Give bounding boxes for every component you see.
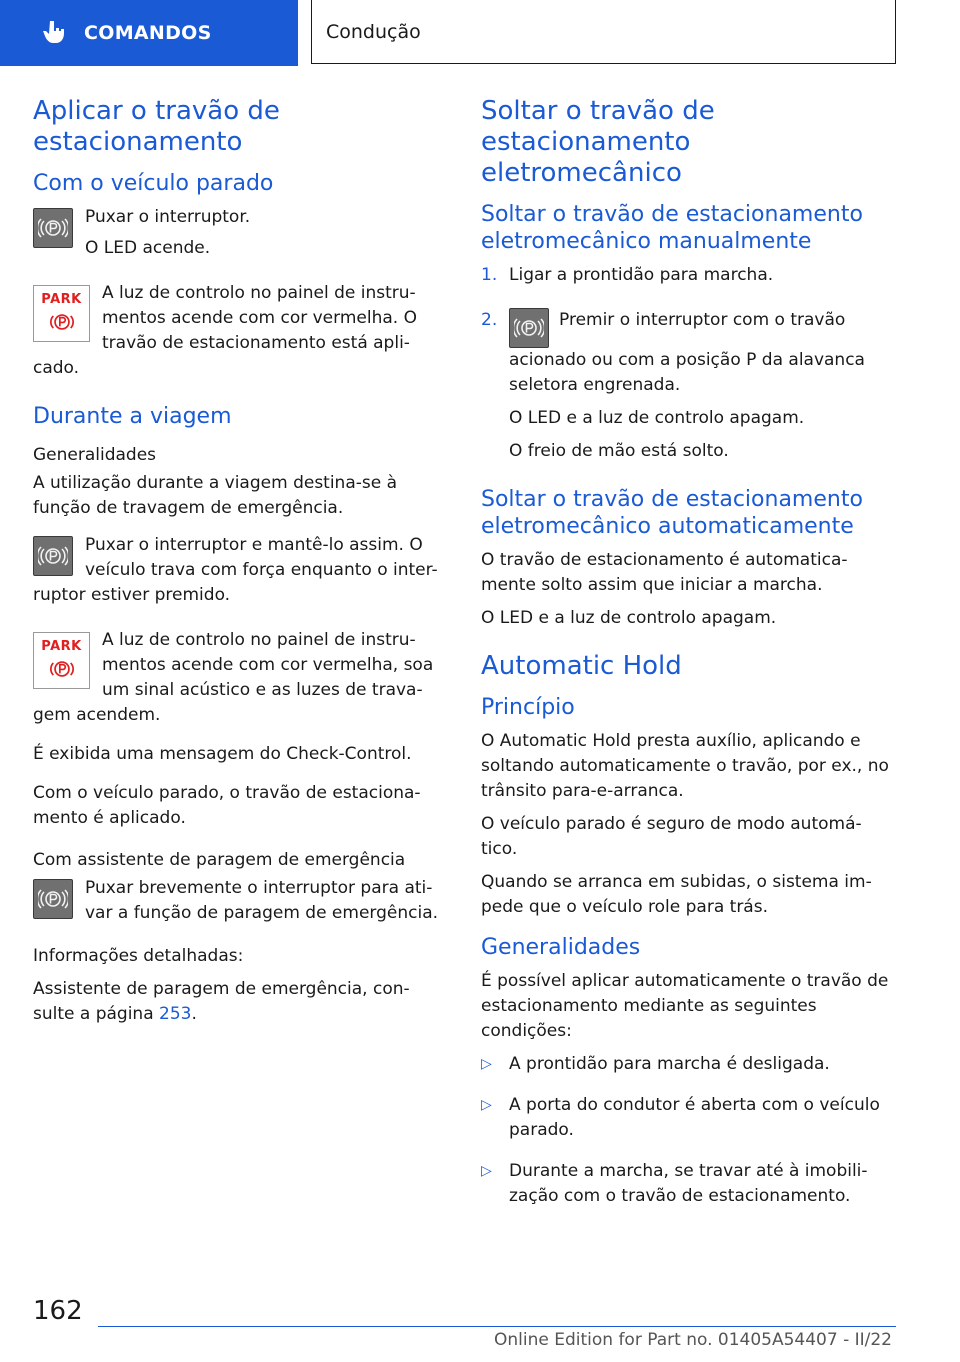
reference-text: Assistente de paragem de emergência, con-sulte a página: [33, 979, 410, 1024]
instruction-text: Puxar brevemente o interruptor para ati-var a função de paragem de emergência.: [85, 878, 439, 923]
step-text: Ligar a prontidão para marcha.: [509, 265, 774, 285]
list-item-text: A porta do condutor é aberta com o veículo parado.: [509, 1095, 880, 1140]
subheading-general: Generalidades: [33, 445, 157, 465]
heading-apply-parking-brake: Aplicar o travão de estacionamento: [33, 96, 280, 157]
heading-release-parking-brake: Soltar o travão de estacionamento eletromecânico: [481, 96, 715, 188]
parking-brake-switch-icon: [33, 208, 73, 248]
indicator-note: [33, 281, 445, 387]
park-warning-light-icon: [33, 285, 90, 342]
indicator-note: [33, 628, 445, 734]
footer-edition: Online Edition for Part no. 01405A54407 - II/22: [493, 1330, 892, 1350]
right-column: [481, 96, 896, 1225]
list-item-text: Durante a marcha, se travar até à imobili-zação com o travão de estacionamento.: [509, 1161, 868, 1206]
page-link[interactable]: 253: [159, 1004, 192, 1024]
park-light-text: PARK: [41, 638, 82, 654]
list-item-text: A prontidão para marcha é desligada.: [509, 1054, 830, 1074]
paragraph: O Automatic Hold presta auxílio, aplicando e soltando automaticamente o travão, por ex., no trânsito para-e-arranca.: [481, 731, 889, 801]
triangle-bullet-icon: ▷: [481, 1163, 492, 1179]
left-column: [33, 96, 445, 1035]
paragraph: É possível aplicar automaticamente o travão de estacionamento mediante as seguintes condições:: [481, 971, 889, 1041]
triangle-bullet-icon: ▷: [481, 1097, 492, 1113]
step-note: O freio de mão está solto.: [509, 441, 729, 461]
indicator-text: A luz de controlo no painel de instru-mentos acende com cor vermelha. O travão de estacionamento está apli-cado.: [33, 283, 417, 378]
heading-vehicle-stopped: Com o veículo parado: [33, 171, 274, 196]
paragraph: Informações detalhadas:: [33, 946, 244, 966]
list-item: [481, 1093, 896, 1151]
hand-pointer-icon: [40, 18, 70, 48]
instruction-emergency: [33, 876, 445, 932]
heading-general: Generalidades: [481, 935, 641, 960]
footer-divider: [98, 1326, 896, 1327]
tab-commands-label: COMANDOS: [84, 22, 212, 44]
paragraph: O travão de estacionamento é automatica-mente solto assim que iniciar a marcha.: [481, 550, 848, 595]
heading-while-driving: Durante a viagem: [33, 404, 232, 429]
step-number: 2.: [481, 310, 498, 330]
paragraph: A utilização durante a viagem destina-se à função de travagem de emergência.: [33, 473, 398, 518]
instruction-text: O LED acende.: [85, 238, 211, 258]
step-text: [509, 308, 896, 398]
tab-section-label: Condução: [326, 20, 421, 43]
park-warning-light-icon: [33, 632, 90, 689]
list-item: [481, 1052, 896, 1085]
paragraph: É exibida uma mensagem do Check-Control.: [33, 744, 412, 764]
page-number: 162: [33, 1296, 83, 1326]
paragraph: Com o veículo parado, o travão de estaciona-mento é aplicado.: [33, 783, 421, 828]
section-tab-driving[interactable]: [311, 0, 896, 64]
heading-automatic-hold: Automatic Hold: [481, 651, 682, 681]
step-note: O LED e a luz de controlo apagam.: [509, 408, 805, 428]
step-number: 1.: [481, 265, 498, 285]
step-item: [481, 263, 896, 296]
heading-release-manual: Soltar o travão de estacionamento eletromecânico manualmente: [481, 202, 863, 254]
section-tab-commands[interactable]: [0, 0, 298, 66]
indicator-text: A luz de controlo no painel de instru-mentos acende com cor vermelha, soa um sinal acústico e as luzes de trava-gem acendem.: [33, 630, 434, 725]
paragraph: Quando se arranca em subidas, o sistema im-pede que o veículo role para trás.: [481, 872, 872, 917]
parking-brake-switch-icon: [33, 879, 73, 919]
park-light-text: PARK: [41, 291, 82, 307]
instruction-text: Puxar o interruptor.: [85, 207, 251, 227]
parking-brake-switch-icon: [33, 536, 73, 576]
instruction-pull-switch: [33, 205, 445, 267]
cross-reference: [33, 977, 445, 1027]
heading-principle: Princípio: [481, 695, 575, 720]
heading-release-auto: Soltar o travão de estacionamento eletromecânico automaticamente: [481, 487, 863, 539]
instruction-pull-hold: [33, 533, 445, 614]
parking-brake-switch-icon: [509, 308, 549, 348]
subheading-emergency-assist: Com assistente de paragem de emergência: [33, 850, 406, 870]
triangle-bullet-icon: ▷: [481, 1056, 492, 1072]
step-item: [481, 308, 896, 472]
step-text-content: Premir o interruptor com o travão acionado ou com a posição P da alavanca seletora engrenada.: [509, 310, 865, 395]
instruction-text: Puxar o interruptor e mantê-lo assim. O veículo trava com força enquanto o inter-ruptor estiver premido.: [33, 535, 438, 605]
paragraph: O veículo parado é seguro de modo automá-tico.: [481, 814, 862, 859]
reference-end: .: [191, 1004, 197, 1024]
list-item: [481, 1159, 896, 1217]
paragraph: O LED e a luz de controlo apagam.: [481, 608, 777, 628]
page-header: [0, 0, 960, 66]
